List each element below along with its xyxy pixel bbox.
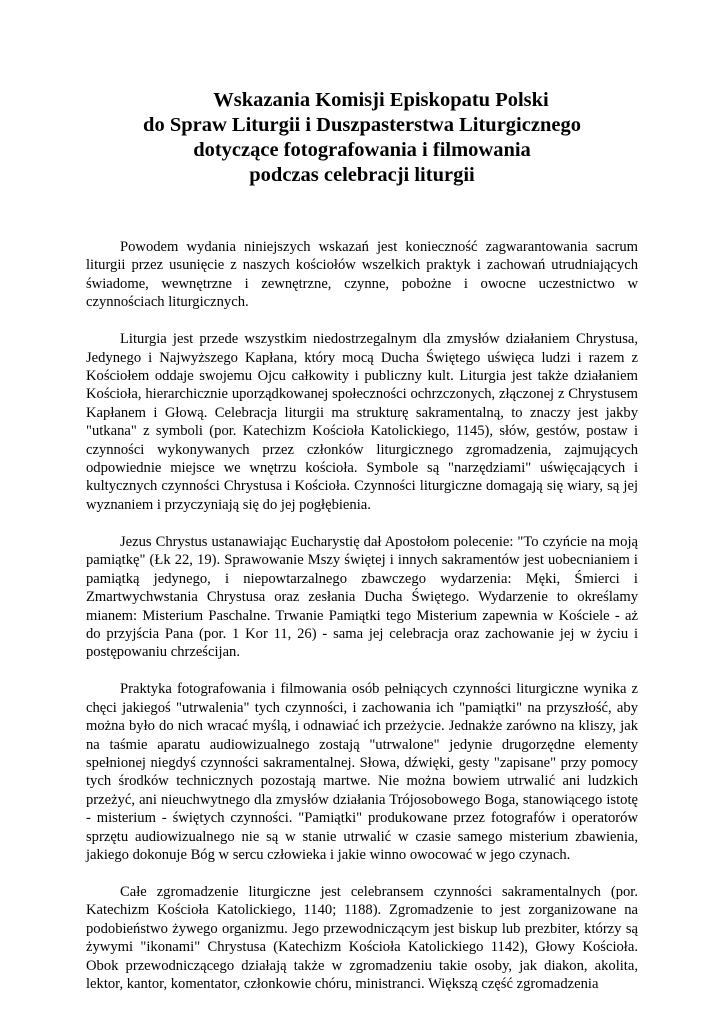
paragraph-2: Liturgia jest przede wszystkim niedostrzegalnym dla zmysłów działaniem Chrystusa, Jedynego i Najwyższego Kapłana, który mocą Ducha Świętego uświęca ludzi i razem z Kościołem oddaje swojemu Ojcu całkowity i publiczny kult. Liturgia jest także działaniem Kościoła, hierarchicznie uporządkowanej społeczności ochrzczonych, złączonej z Chrystusem Kapłanem i Głową. Celebracja liturgii ma strukturę sakramentalną, to znaczy jest jakby "utkana" z symboli (por. Katechizm Kościoła Katolickiego, 1145), słów, gestów, postaw i czynności wykonywanych przez członków liturgicznego zgromadzenia, zajmujących odpowiednie miejsce we wnętrzu kościoła. Symbole są "narzędziami" uświęcających i kultycznych czynności Chrystusa i Kościoła. Czynności liturgiczne domagają się wiary, są jej wyznaniem i przyczyniają się do jej pogłębienia.: [86, 331, 638, 513]
paragraph-1: Powodem wydania niniejszych wskazań jest konieczność zagwarantowania sacrum liturgii przez usunięcie z naszych kościołów wszelkich praktyk i zachowań utrudniających świadome, wewnętrzne i zewnętrzne, czynne, pobożne i owocne uczestnictwo w czynnościach liturgicznych.: [86, 239, 638, 311]
paragraph-5: Całe zgromadzenie liturgiczne jest celebransem czynności sakramentalnych (por. Katechizm Kościoła Katolickiego, 1140; 1188). Zgromadzenie to jest zorganizowane na podobieństwo żywego organizmu. Jego przewodniczącym jest biskup lub prezbiter, którzy są żywymi "ikonami" Chrystusa (Katechizm Kościoła Katolickiego 1142), Głowy Kościoła. Obok przewodniczącego działają także w zgromadzeniu takie osoby, jak diakon, akolita, lektor, kantor, komentator, członkowie chóru, ministranci. Większą część zgromadzenia: [86, 883, 638, 992]
title-line-1: Wskazania Komisji Episkopatu Polski: [213, 89, 549, 111]
document-title: [80, 88, 644, 188]
title-line-2: do Spraw Liturgii i Duszpasterstwa Liturgicznego: [143, 114, 581, 136]
paragraph-4: Praktyka fotografowania i filmowania osób pełniących czynności liturgiczne wynika z chęci jakiegoś "utrwalenia" tych czynności, i zachowania ich "pamiątki" na przyszłość, aby można było do nich wracać myślą, i odnawiać ich przeżycie. Jednakże zarówno na kliszy, jak na taśmie aparatu audiowizualnego zostają "utrwalone" jedynie drugorzędne elementy spełnionej niegdyś czynności sakramentalnej. Słowa, dźwięki, gesty "zapisane" przy pomocy tych środków technicznych pozostają martwe. Nie można bowiem utrwalić ani ludzkich przeżyć, ani nieuchwytnego dla zmysłów działania Trójosobowego Boga, stanowiącego istotę - misterium - świętych czynności. "Pamiątki" produkowane przez fotografów i operatorów sprzętu audiowizualnego nie są w stanie utrwalić w czasie samego misterium zbawienia, jakiego dokonuje Bóg w sercu człowieka i jakie winno owocować w jego czynach.: [86, 681, 638, 863]
paragraph-3: Jezus Chrystus ustanawiając Eucharystię dał Apostołom polecenie: "To czyńcie na moją pamiątkę" (Łk 22, 19). Sprawowanie Mszy świętej i innych sakramentów jest uobecnianiem i pamiątką jedynego, i niepowtarzalnego zbawczego wydarzenia: Męki, Śmierci i Zmartwychwstania Chrystusa oraz zesłania Ducha Świętego. Wydarzenie to określamy mianem: Misterium Paschalne. Trwanie Pamiątki tego Misterium zapewnia w Kościele - aż do przyjścia Pana (por. 1 Kor 11, 26) - sama jej celebracja oraz zachowanie jej w życiu i postępowaniu chrześcijan.: [86, 533, 638, 661]
title-line-4: podczas celebracji liturgii: [249, 164, 475, 186]
title-line-3: dotyczące fotografowania i filmowania: [193, 139, 531, 161]
document-body: [86, 238, 638, 1012]
